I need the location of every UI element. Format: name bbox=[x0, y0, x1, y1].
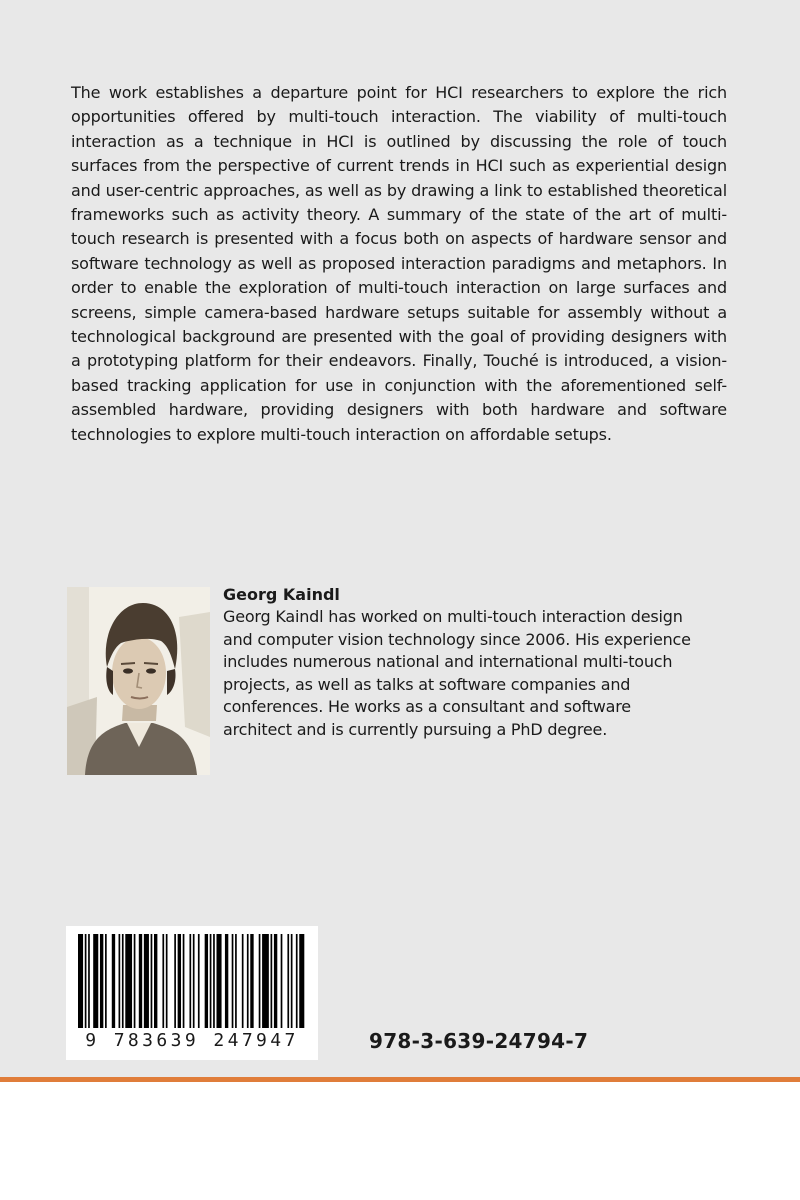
barcode-bar bbox=[144, 934, 149, 1028]
barcode-bar bbox=[105, 934, 107, 1028]
author-bio bbox=[223, 606, 743, 742]
barcode-bar bbox=[151, 934, 153, 1028]
barcode-bar bbox=[262, 934, 269, 1028]
barcode-bars bbox=[78, 934, 306, 1030]
barcode-bar bbox=[85, 934, 87, 1028]
barcode-bar bbox=[299, 934, 304, 1028]
barcode-digits: 9 783639 247947 bbox=[85, 1030, 299, 1051]
bio-line: architect and is currently pursuing a PhD degree. bbox=[223, 719, 608, 739]
barcode-bar bbox=[119, 934, 121, 1028]
barcode-bar bbox=[296, 934, 298, 1028]
barcode-bar bbox=[183, 934, 185, 1028]
barcode-bar bbox=[178, 934, 181, 1028]
author-photo bbox=[67, 587, 210, 775]
barcode-bar bbox=[235, 934, 237, 1028]
barcode-bar bbox=[88, 934, 90, 1028]
barcode-bar bbox=[271, 934, 273, 1028]
barcode-bar bbox=[134, 934, 136, 1028]
barcode-bar bbox=[287, 934, 289, 1028]
barcode-bar bbox=[281, 934, 283, 1028]
barcode-bar bbox=[247, 934, 249, 1028]
barcode-bar bbox=[166, 934, 168, 1028]
barcode-bar bbox=[232, 934, 234, 1028]
author-name: Georg Kaindl bbox=[223, 585, 340, 604]
barcode-bar bbox=[205, 934, 208, 1028]
barcode-bar bbox=[198, 934, 200, 1028]
bio-line: and computer vision technology since 2006. His experience bbox=[223, 629, 691, 649]
barcode bbox=[66, 926, 318, 1060]
barcode-bar bbox=[216, 934, 221, 1028]
barcode-bar bbox=[210, 934, 212, 1028]
bio-line: conferences. He works as a consultant and software bbox=[223, 697, 631, 717]
barcode-bar bbox=[274, 934, 277, 1028]
isbn-number: 978-3-639-24794-7 bbox=[369, 1029, 589, 1053]
barcode-bar bbox=[78, 934, 83, 1028]
barcode-bar bbox=[93, 934, 98, 1028]
bio-line: Georg Kaindl has worked on multi-touch interaction design bbox=[223, 607, 683, 626]
barcode-bar bbox=[225, 934, 228, 1028]
barcode-bar bbox=[189, 934, 191, 1028]
barcode-bar bbox=[112, 934, 115, 1028]
barcode-bar bbox=[250, 934, 253, 1028]
barcode-bar bbox=[100, 934, 103, 1028]
bio-line: projects, as well as talks at software companies and bbox=[223, 674, 631, 694]
page-footer-area bbox=[0, 1082, 800, 1200]
barcode-bar bbox=[154, 934, 157, 1028]
barcode-bar bbox=[122, 934, 124, 1028]
barcode-bar bbox=[139, 934, 142, 1028]
barcode-bar bbox=[125, 934, 132, 1028]
barcode-bar bbox=[242, 934, 244, 1028]
barcode-bar bbox=[162, 934, 164, 1028]
bio-line: includes numerous national and international multi-touch bbox=[223, 652, 673, 672]
barcode-bar bbox=[193, 934, 195, 1028]
barcode-bar bbox=[259, 934, 261, 1028]
book-description: The work establishes a departure point for HCI researchers to explore the rich opportunities offered by multi-touch interaction. The viability of multi-touch interaction as a technique in HCI is outlined by discussing the role of touch surfaces from the perspective of current trends in HCI such as experiential design and user-centric approaches, as well as by drawing a link to established theoretical frameworks such as activity theory. A summary of the state of the art of multi-touch research is presented with a focus both on aspects of hardware sensor and software technology as well as proposed interaction paradigms and metaphors. In order to enable the exploration of multi-touch interaction on large surfaces and screens, simple camera-based hardware setups suitable for assembly without a technological background are presented with the goal of providing designers with a prototyping platform for their endeavors. Finally, Touché is introduced, a vision-based tracking application for use in conjunction with the aforementioned self-assembled hardware, providing designers with both hardware and software technologies to explore multi-touch interaction on affordable setups. bbox=[71, 83, 727, 444]
barcode-bar bbox=[291, 934, 293, 1028]
barcode-bar bbox=[174, 934, 176, 1028]
barcode-bar bbox=[213, 934, 215, 1028]
